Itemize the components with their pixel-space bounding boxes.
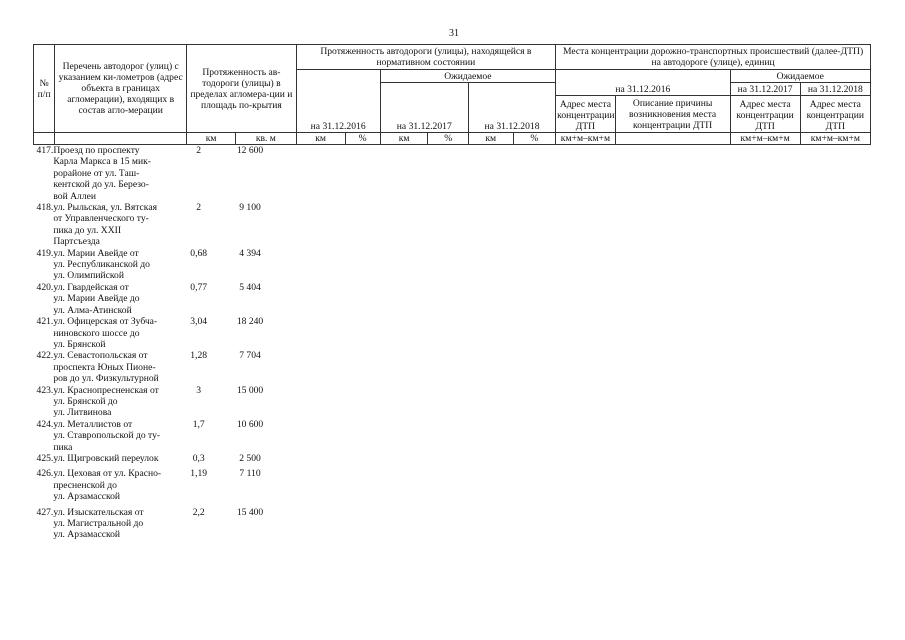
header-dtp-2018: на 31.12.2018 xyxy=(800,83,870,96)
road-name: ул. Цеховая от ул. Красно- пресненской до ул. Арзамасской xyxy=(53,468,162,503)
table-row xyxy=(33,507,278,541)
table-row xyxy=(33,145,278,202)
header-addr-2016: Адрес места концентрации ДТП xyxy=(556,96,616,133)
row-number: 418. xyxy=(36,202,54,214)
road-name: ул. Гвардейская от ул. Марии Авейде до ул. Алма-Атинской xyxy=(53,281,140,316)
road-length-km: 3 xyxy=(196,384,202,396)
row-number: 419. xyxy=(36,247,54,259)
road-length-km: 1,7 xyxy=(192,418,205,430)
header-dtp: Места концентрации дорожно-транспортных происшествий (далее-ДТП) на автодороге (улице), единиц xyxy=(556,45,871,70)
unit-pct: % xyxy=(428,133,468,145)
table-row xyxy=(33,316,278,350)
road-area: 15 400 xyxy=(236,506,264,518)
road-area: 15 000 xyxy=(236,384,264,396)
header-length: Протяженность ав-тодороги (улицы) в пределах агломера-ции и площадь по-крытия xyxy=(187,45,297,133)
road-length-km: 0,77 xyxy=(190,281,208,293)
table-row xyxy=(33,248,278,282)
header-dtp-expected: Ожидаемое xyxy=(730,70,870,83)
road-area: 2 500 xyxy=(239,452,261,464)
table-row xyxy=(33,453,278,468)
unit-kmm: км+м–км+м xyxy=(730,133,800,145)
header-norm-2017: на 31.12.2017 xyxy=(380,83,468,133)
row-number: 427. xyxy=(36,506,54,518)
header-norm-2018: на 31.12.2018 xyxy=(468,83,555,133)
road-name: ул. Изыскательская от ул. Магистральной до ул. Арзамасской xyxy=(53,506,144,541)
table-header xyxy=(33,44,871,145)
header-norm-2016: на 31.12.2016 xyxy=(296,70,380,133)
road-area: 18 240 xyxy=(236,316,264,328)
road-name: ул. Металлистов от ул. Ставропольской до ту- пика xyxy=(53,418,161,453)
road-area: 7 704 xyxy=(239,350,261,362)
header-addr-2017: Адрес места концентрации ДТП xyxy=(730,96,800,133)
road-length-km: 1,28 xyxy=(190,350,208,362)
header-reason: Описание причины возникновения места концентрации ДТП xyxy=(615,96,730,133)
table-row xyxy=(33,385,278,419)
road-length-km: 2,2 xyxy=(192,506,205,518)
road-area: 10 600 xyxy=(236,418,264,430)
road-area: 5 404 xyxy=(239,281,261,293)
unit-kvm: кв. м xyxy=(236,133,297,145)
page-number: 31 xyxy=(449,28,459,39)
row-number: 421. xyxy=(36,316,54,328)
unit-km: км xyxy=(468,133,513,145)
unit-kmm: км+м–км+м xyxy=(556,133,616,145)
row-number: 420. xyxy=(36,281,54,293)
header-dtp-2016: на 31.12.2016 xyxy=(556,70,730,96)
header-norm-expected: Ожидаемое xyxy=(380,70,556,83)
road-length-km: 2 xyxy=(196,202,202,214)
road-length-km: 2 xyxy=(196,145,202,156)
table-row xyxy=(33,468,278,506)
row-number: 423. xyxy=(36,384,54,396)
road-area: 7 110 xyxy=(239,468,261,480)
table-row xyxy=(33,282,278,316)
row-number: 426. xyxy=(36,468,54,480)
road-name: Проезд по проспекту Карла Маркса в 15 мик- рорайоне от ул. Таш- кентской до ул. Березо- вой Аллеи xyxy=(53,145,151,202)
row-number: 425. xyxy=(36,452,54,464)
road-name: ул. Рыльская, ул. Вятская от Управленческого ту- пика до ул. XXII Партсъезда xyxy=(53,202,157,248)
table-row xyxy=(33,202,278,248)
row-number: 417. xyxy=(36,145,54,156)
road-length-km: 1,19 xyxy=(190,468,208,480)
road-name: ул. Севастопольская от проспекта Юных Пионе- ров до ул. Физкультурной xyxy=(53,350,159,385)
header-num: № п/п xyxy=(34,45,55,133)
road-name: ул. Щигровский переулок xyxy=(53,452,159,464)
header-addr-2018: Адрес места концентрации ДТП xyxy=(800,96,870,133)
unit-pct: % xyxy=(513,133,556,145)
table-row xyxy=(33,350,278,384)
unit-km: км xyxy=(380,133,428,145)
header-normative: Протяженность автодороги (улицы), находящейся в нормативном состоянии xyxy=(296,45,555,70)
road-area: 9 100 xyxy=(239,202,261,214)
road-length-km: 0,3 xyxy=(192,452,205,464)
row-number: 424. xyxy=(36,418,54,430)
road-area: 4 394 xyxy=(239,247,261,259)
unit-km: км xyxy=(187,133,236,145)
road-area: 12 600 xyxy=(236,145,264,156)
unit-kmm: км+м–км+м xyxy=(800,133,870,145)
table-row xyxy=(33,419,278,453)
road-name: ул. Офицерская от Зубча- ниновского шоссе до ул. Брянской xyxy=(53,316,158,350)
unit-pct: % xyxy=(345,133,380,145)
unit-km: км xyxy=(296,133,345,145)
header-road-list: Перечень автодорог (улиц) с указанием ки-лометров (адрес объекта в границах агломерации), входящих в состав агло-мерации xyxy=(55,45,187,133)
road-length-km: 0,68 xyxy=(190,247,208,259)
roads-table xyxy=(33,145,278,541)
header-dtp-2017: на 31.12.2017 xyxy=(730,83,800,96)
row-number: 422. xyxy=(36,350,54,362)
road-name: ул. Краснопресненская от ул. Брянской до ул. Литвинова xyxy=(53,384,159,419)
road-length-km: 3,04 xyxy=(190,316,208,328)
road-name: ул. Марии Авейде от ул. Республиканской до ул. Олимпийской xyxy=(53,247,150,282)
